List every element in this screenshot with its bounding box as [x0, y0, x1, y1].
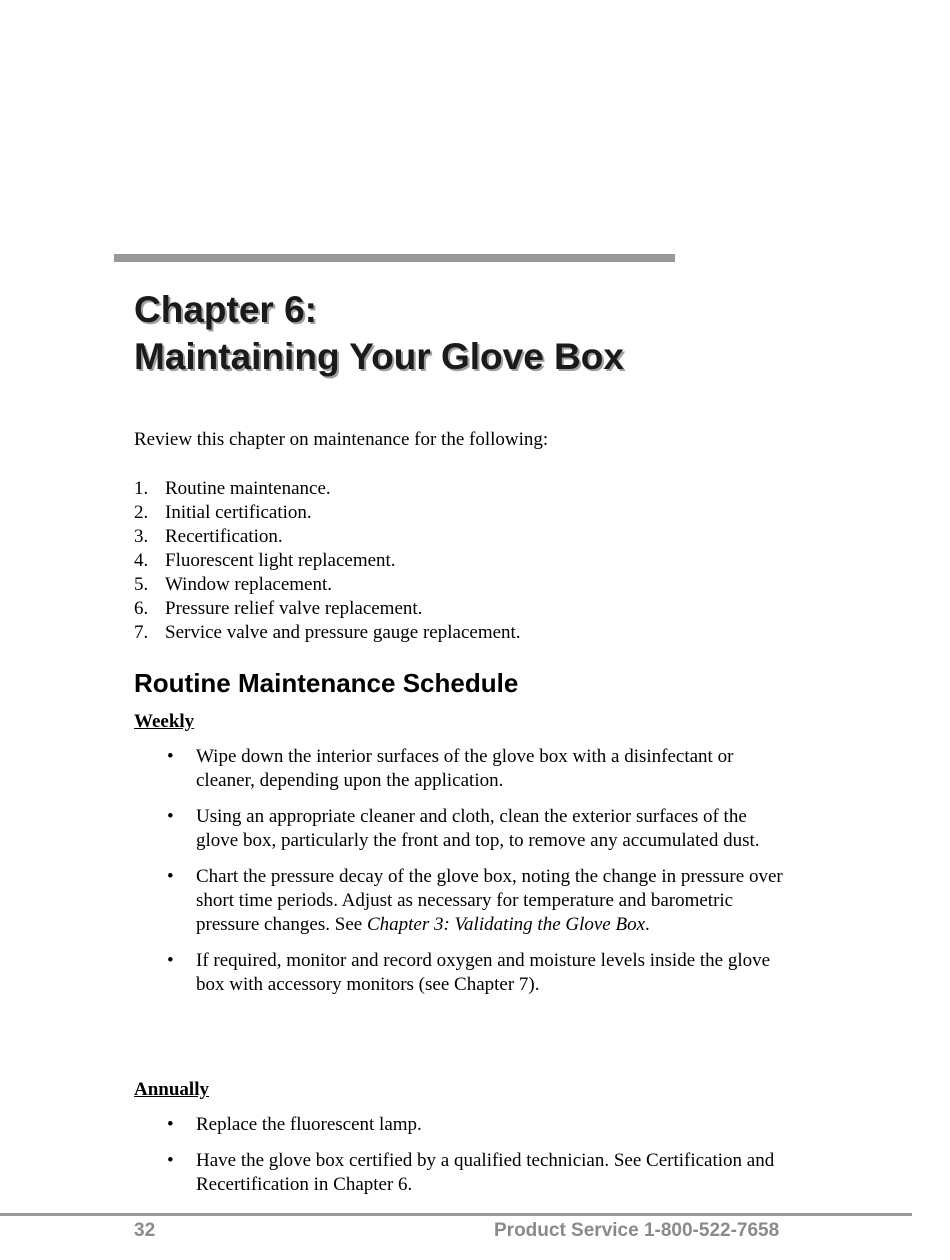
item-text: Chart the pressure decay of the glove box, noting the change in pressure over short time periods. Adjust as necessary for temperature and barometric pressure changes. See	[196, 866, 783, 935]
item-number: 7.	[134, 622, 149, 643]
bullet-icon: •	[167, 1114, 174, 1135]
list-item	[134, 805, 784, 853]
annually-heading: Annually	[134, 1079, 209, 1100]
list-item	[134, 525, 521, 549]
chapter-reference: Chapter 3: Validating the Glove Box	[366, 914, 646, 935]
chapter-name: Maintaining Your Glove Box	[134, 336, 624, 377]
footer-rule	[0, 1213, 912, 1216]
list-item	[134, 865, 784, 937]
weekly-list	[134, 745, 784, 1009]
item-text: Pressure relief valve replacement.	[165, 598, 423, 619]
chapter-number: Chapter 6:	[134, 289, 317, 330]
list-item	[134, 621, 521, 645]
item-text: If required, monitor and record oxygen and moisture levels inside the glove box with accessory monitors (see Chapter 7).	[196, 950, 771, 995]
bullet-icon: •	[167, 866, 174, 887]
item-text: Using an appropriate cleaner and cloth, clean the exterior surfaces of the glove box, particularly the front and top, to remove any accumulated dust.	[196, 806, 760, 851]
item-text: Fluorescent light replacement.	[165, 550, 396, 571]
item-number: 6.	[134, 598, 149, 619]
item-text: Wipe down the interior surfaces of the glove box with a disinfectant or cleaner, depending upon the application.	[196, 746, 734, 791]
item-number: 2.	[134, 502, 149, 523]
item-number: 5.	[134, 574, 149, 595]
item-text: Initial certification.	[165, 502, 312, 523]
intro-text: Review this chapter on maintenance for the following:	[134, 429, 549, 450]
item-text: Service valve and pressure gauge replacement.	[165, 622, 521, 643]
item-text: Window replacement.	[165, 574, 333, 595]
chapter-title	[134, 286, 624, 380]
weekly-heading: Weekly	[134, 711, 195, 732]
page-number: 32	[134, 1220, 156, 1241]
bullet-icon: •	[167, 950, 174, 971]
list-item	[134, 477, 521, 501]
item-number: 1.	[134, 478, 149, 499]
list-item	[134, 501, 521, 525]
section-heading: Routine Maintenance Schedule	[134, 668, 519, 698]
item-text: Routine maintenance.	[165, 478, 331, 499]
list-item	[134, 573, 521, 597]
header-rule	[114, 254, 675, 262]
list-item	[134, 1113, 784, 1137]
bullet-icon: •	[167, 1150, 174, 1171]
list-item	[134, 1149, 784, 1197]
list-item	[134, 549, 521, 573]
item-text: Replace the fluorescent lamp.	[196, 1114, 422, 1135]
list-item	[134, 745, 784, 793]
item-text-tail: .	[645, 914, 650, 935]
annually-list	[134, 1113, 784, 1209]
list-item	[134, 597, 521, 621]
item-number: 4.	[134, 550, 149, 571]
list-item	[134, 949, 784, 997]
item-text: Have the glove box certified by a qualified technician. See Certification and Recertification in Chapter 6.	[196, 1150, 775, 1195]
item-text: Recertification.	[165, 526, 283, 547]
product-service-phone: Product Service 1-800-522-7658	[494, 1220, 780, 1241]
item-number: 3.	[134, 526, 149, 547]
bullet-icon: •	[167, 806, 174, 827]
bullet-icon: •	[167, 746, 174, 767]
topic-list	[134, 477, 521, 645]
